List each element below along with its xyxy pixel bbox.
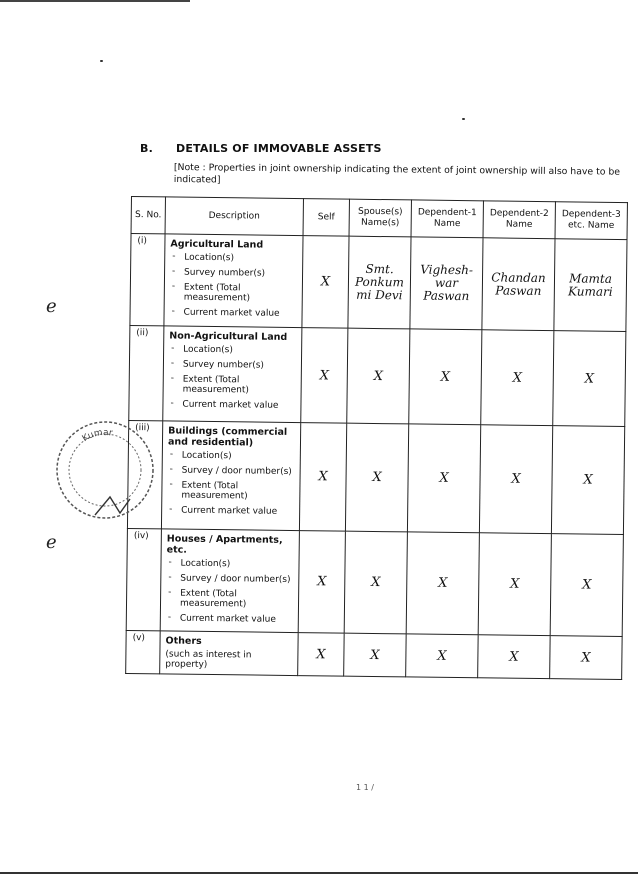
sub-item: - Location(s) bbox=[168, 558, 295, 570]
sub-item: - Survey number(s) bbox=[171, 360, 298, 372]
joint-ownership-note: [Note : Properties in joint ownership indicating the extent of joint ownership will also have to be indicated] bbox=[173, 162, 621, 186]
cell-dependent-3: X bbox=[550, 534, 623, 637]
cell-dependent-3: X bbox=[550, 636, 623, 680]
table-row bbox=[126, 630, 622, 679]
cell-dependent-1: X bbox=[406, 634, 479, 678]
cell-spouse: X bbox=[347, 328, 410, 424]
handwritten-text: Smt. bbox=[365, 261, 394, 277]
margin-initial-mark: ℯ bbox=[46, 532, 57, 553]
official-seal-stamp bbox=[50, 415, 160, 525]
cell-dependent-3: X bbox=[553, 331, 626, 427]
cell-dependent-2 bbox=[482, 238, 555, 331]
sub-item: - Current market value bbox=[169, 505, 296, 517]
sub-item: - Extent (Total measurement) bbox=[168, 588, 295, 610]
handwritten-text: Vighesh- bbox=[420, 262, 474, 278]
handwritten-text: Mamta bbox=[569, 270, 613, 286]
handwritten-text: Chandan bbox=[491, 269, 546, 285]
cell-self: X bbox=[302, 236, 349, 329]
cell-self: X bbox=[298, 633, 345, 677]
scan-speck bbox=[100, 60, 103, 62]
cell-spouse: X bbox=[345, 423, 408, 532]
row-sno: (i) bbox=[130, 234, 165, 326]
row-description bbox=[161, 421, 300, 531]
row-sno: (iv) bbox=[126, 528, 161, 630]
table-row bbox=[127, 420, 624, 534]
row-sno: (ii) bbox=[129, 325, 164, 420]
header-dependent-1: Dependent-1 Name bbox=[411, 200, 483, 238]
header-dependent-2: Dependent-2 Name bbox=[483, 201, 555, 239]
table-row bbox=[126, 528, 623, 636]
handwritten-text: war bbox=[434, 275, 459, 291]
row-sno: (iii) bbox=[127, 420, 162, 528]
immovable-assets-table bbox=[125, 196, 628, 680]
sub-item: - Location(s) bbox=[172, 253, 299, 265]
margin-initial-mark: ℯ bbox=[46, 296, 57, 317]
section-number: B. bbox=[140, 142, 153, 155]
table-row bbox=[130, 234, 627, 332]
row-title: Others bbox=[165, 635, 202, 647]
sub-item: - Survey / door number(s) bbox=[170, 465, 297, 477]
handwritten-text: Kumari bbox=[568, 283, 613, 299]
sub-item: - Current market value bbox=[172, 308, 299, 320]
cell-spouse: X bbox=[344, 633, 407, 677]
header-description: Description bbox=[165, 197, 303, 236]
row-description bbox=[163, 326, 302, 423]
row-title: Agricultural Land bbox=[170, 238, 264, 251]
cell-dependent-2: X bbox=[479, 425, 552, 534]
cell-dependent-3: X bbox=[551, 426, 624, 535]
cell-dependent-2: X bbox=[478, 635, 551, 679]
header-sno: S. No. bbox=[131, 197, 165, 234]
header-spouse: Spouse(s) Name(s) bbox=[349, 199, 411, 237]
sub-item: - Extent (Total measurement) bbox=[172, 283, 299, 305]
row-title: Houses / Apartments, etc. bbox=[166, 533, 283, 556]
sub-item: - Location(s) bbox=[171, 345, 298, 357]
top-edge-rule bbox=[0, 0, 190, 2]
header-dependent-3: Dependent-3 etc. Name bbox=[555, 202, 627, 240]
section-title: DETAILS OF IMMOVABLE ASSETS bbox=[176, 142, 382, 155]
row-title: Non-Agricultural Land bbox=[169, 330, 288, 343]
cell-spouse: X bbox=[344, 531, 407, 634]
cell-self: X bbox=[301, 328, 348, 424]
bottom-edge-rule bbox=[0, 872, 638, 874]
seal-text: Kumar bbox=[80, 427, 114, 445]
section-heading bbox=[140, 142, 382, 155]
table-header-row bbox=[131, 197, 627, 240]
sub-item: - Extent (Total measurement) bbox=[169, 480, 296, 502]
svg-text:Kumar bbox=[81, 428, 114, 444]
row-sno: (v) bbox=[126, 630, 161, 673]
row-description bbox=[160, 631, 299, 676]
handwritten-text: Ponkum bbox=[354, 274, 405, 290]
sub-item: - Extent (Total measurement) bbox=[171, 374, 298, 396]
cell-dependent-1 bbox=[410, 237, 483, 330]
cell-self: X bbox=[299, 423, 346, 532]
row-subtitle: (such as interest in property) bbox=[165, 649, 252, 670]
cell-dependent-3 bbox=[554, 239, 627, 332]
row-description bbox=[160, 529, 299, 633]
sub-item: - Survey number(s) bbox=[172, 268, 299, 280]
cell-dependent-2: X bbox=[481, 330, 554, 426]
cell-spouse bbox=[348, 236, 411, 329]
cell-self: X bbox=[298, 531, 345, 634]
sub-item: - Current market value bbox=[168, 613, 295, 625]
handwritten-text: Paswan bbox=[495, 282, 542, 298]
sub-item: - Location(s) bbox=[170, 450, 297, 462]
page-number: 1 1 / bbox=[356, 783, 374, 792]
handwritten-text: mi Devi bbox=[356, 287, 403, 303]
sub-item: - Survey / door number(s) bbox=[168, 573, 295, 585]
header-self: Self bbox=[303, 199, 349, 237]
row-description bbox=[164, 234, 303, 328]
table-row bbox=[129, 325, 626, 426]
cell-dependent-1: X bbox=[406, 532, 479, 635]
row-title: Buildings (commercial and residential) bbox=[167, 425, 288, 449]
cell-dependent-1: X bbox=[409, 329, 482, 425]
handwritten-text: Paswan bbox=[423, 288, 470, 304]
cell-dependent-1: X bbox=[407, 424, 480, 533]
scan-speck bbox=[462, 118, 465, 120]
cell-dependent-2: X bbox=[478, 533, 551, 636]
sub-item: - Current market value bbox=[170, 399, 297, 411]
